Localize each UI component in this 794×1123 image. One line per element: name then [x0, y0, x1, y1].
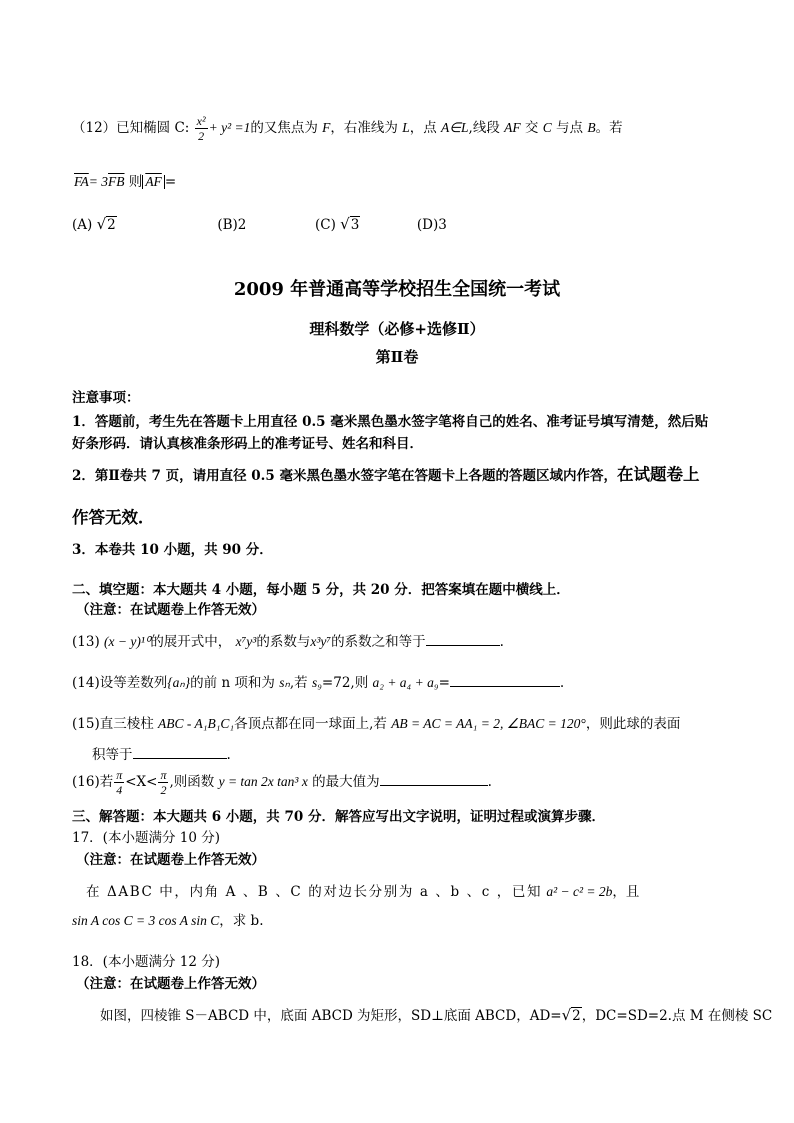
- vector-af: $\overline{AF}$: [145, 174, 162, 189]
- exam-title: 2009 年普通高等学校招生全国统一考试: [233, 279, 561, 300]
- question-13: (13) (x − y)¹⁰的展开式中， x⁷y³的系数与x³y⁷的系数之和等于 .: [72, 634, 504, 650]
- q12-fraction: $\frac{\text{x²}}{2}$: [196, 114, 206, 143]
- answer-blank[interactable]: [426, 633, 500, 646]
- sqrt-icon: √2: [96, 215, 116, 233]
- answer-blank[interactable]: [380, 773, 488, 786]
- option-a: (A) √2: [72, 215, 116, 233]
- note-3: 3．本卷共 10 小题，共 90 分．: [72, 542, 273, 558]
- volume-label: 第Ⅱ卷: [375, 348, 419, 366]
- answer-blank[interactable]: [133, 746, 227, 759]
- option-c: (C) √3: [314, 215, 360, 233]
- q18-title: 18．(本小题满分 12 分): [72, 954, 220, 970]
- exam-subtitle: 理科数学（必修+选修Ⅱ）: [309, 320, 485, 338]
- fraction-pi-2: $\frac{\pi}{2}$: [160, 768, 167, 797]
- answer-blank[interactable]: [450, 674, 560, 687]
- q17-title: 17．(本小题满分 10 分): [72, 830, 220, 846]
- option-b: (B)2: [217, 217, 247, 233]
- note-1-line1: 1．答题前，考生先在答题卡上用直径 0.5 毫米黑色墨水签字笔将自己的姓名、准考证号填写清楚，然后贴: [72, 414, 709, 430]
- sqrt-icon: √2: [561, 1006, 581, 1024]
- section2-heading: 二、填空题：本大题共 4 小题，每小题 5 分，共 20 分．把答案填在题中横线上．: [72, 582, 570, 598]
- q18-line1: 如图，四棱锥 S－ABCD 中，底面 ABCD 为矩形，SD⊥底面 ABCD，AD=√2，DC=SD=2.点 M 在侧棱 SC: [100, 1006, 773, 1024]
- q12-options: [72, 215, 447, 233]
- notes-heading: 注意事项：: [72, 390, 140, 406]
- q18-note: （注意：在试题卷上作答无效）: [76, 976, 265, 992]
- section3-heading: 三、解答题：本大题共 6 小题，共 70 分．解答应写出文字说明，证明过程或演算步骤．: [72, 809, 605, 825]
- question-16: (16)若 $\frac{\pi}{4}$ <X< $\frac{\pi}{2}$ ,则函数 y = tan 2x tan³ x 的最大值为 .: [72, 768, 492, 797]
- q17-line2: sin A cos C = 3 cos A sin C，求 b.: [72, 913, 264, 929]
- question-14: (14)设等差数列{aₙ}的前 n 项和为 sₙ,若 s₉=72,则 a₂ + a₄ + a₉= .: [72, 675, 565, 691]
- question-15-line1: (15)直三棱柱 ABC - A₁B₁C₁各顶点都在同一球面上,若 AB = AC = AA₁ = 2, ∠BAC = 120°，则此球的表面: [72, 716, 681, 732]
- q17-note: （注意：在试题卷上作答无效）: [76, 852, 265, 868]
- q12-label: （12）已知椭圆 C:: [72, 120, 190, 136]
- vector-fa: $\overline{FA}$: [74, 174, 89, 189]
- question-15-line2: 积等于 .: [92, 747, 231, 763]
- q12-line2: $\overline{FA}= 3\overline{FB}$ 则 $\overline{AF}$ =: [74, 174, 177, 190]
- note-2-line1: 2．第Ⅱ卷共 7 页，请用直径 0.5 毫米黑色墨水签字笔在答题卡上各题的答题区域内作答，在试题卷上: [72, 465, 700, 484]
- sqrt-icon: √3: [340, 215, 360, 233]
- option-d: (D)3: [416, 217, 447, 233]
- q17-line1: 在 ΔABC 中，内角 A 、B 、C 的对边长分别为 a 、b 、c ，已知 a² − c² = 2b，且: [86, 884, 640, 900]
- note-1-line2: 好条形码．请认真核准条形码上的准考证号、姓名和科目．: [72, 436, 423, 452]
- vector-fb: $\overline{FB}$: [108, 174, 125, 189]
- fraction-pi-4: $\frac{\pi}{4}$: [116, 768, 123, 797]
- section2-note: （注意：在试题卷上作答无效）: [76, 602, 265, 618]
- note-2-line2: 作答无效．: [72, 508, 155, 527]
- q12-line1: （12）已知椭圆 C: $\frac{\text{x²}}{2}$ + y² =1的又焦点为 F，右准线为 L，点 A∈L,线段 AF 交 C 与点 B。若: [72, 114, 623, 143]
